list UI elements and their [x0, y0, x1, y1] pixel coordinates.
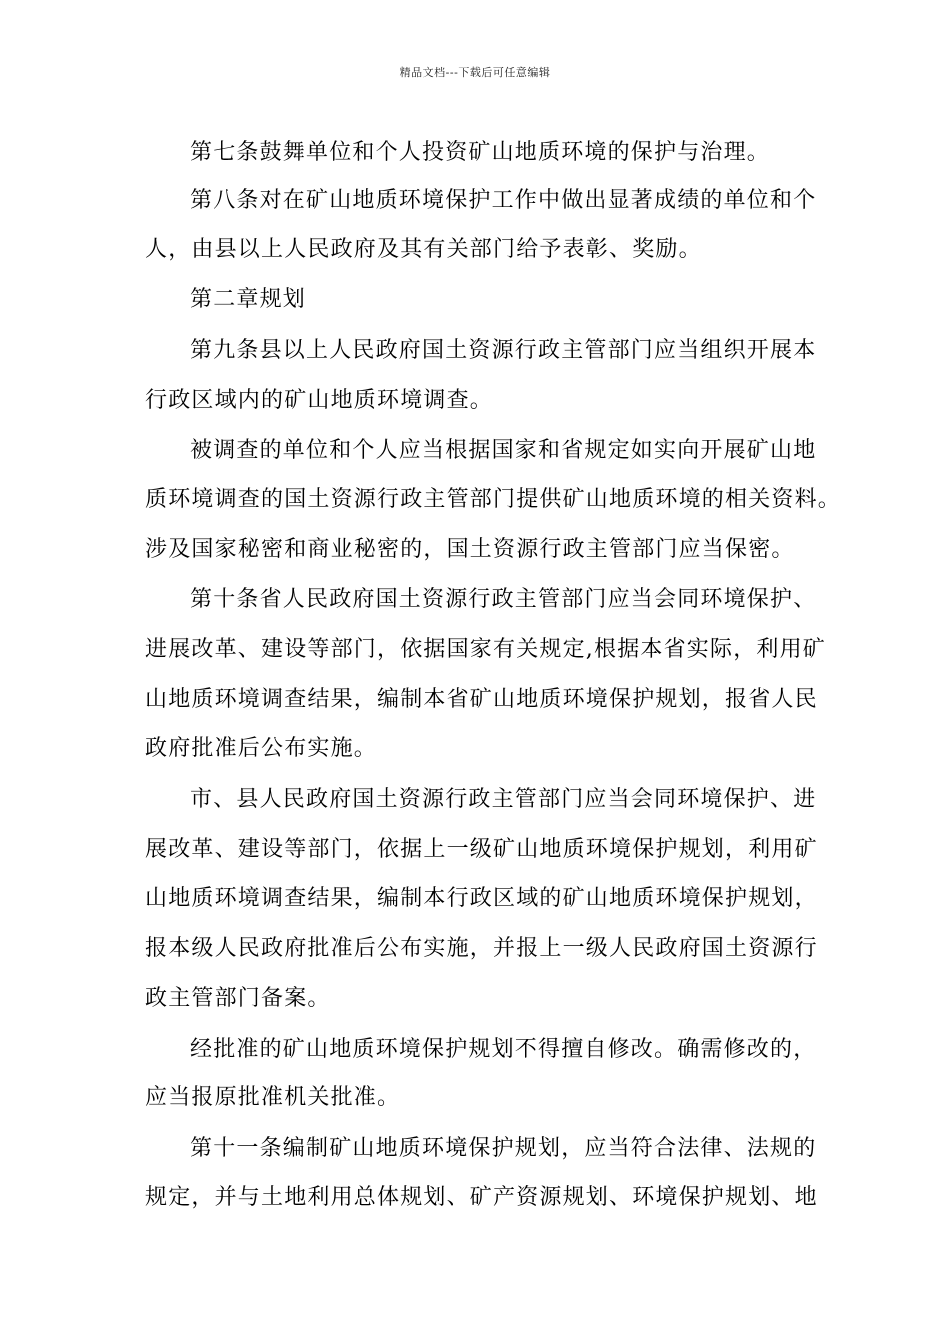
paragraph-line: 第十条省人民政府国土资源行政主管部门应当会同环境保护、: [190, 587, 817, 612]
paragraph-line: 被调查的单位和个人应当根据国家和省规定如实向开展矿山地: [190, 438, 817, 463]
paragraph-line: 山地质环境调查结果，编制本行政区域的矿山地质环境保护规划，: [145, 886, 818, 911]
paragraph-line: 市、县人民政府国土资源行政主管部门应当会同环境保护、进: [190, 787, 817, 812]
paragraph-line: 第九条县以上人民政府国土资源行政主管部门应当组织开展本: [190, 338, 817, 363]
paragraph-line: 经批准的矿山地质环境保护规划不得擅自修改。确需修改的，: [190, 1037, 817, 1062]
paragraph-line: 展改革、建设等部门，依据上一级矿山地质环境保护规划，利用矿: [145, 837, 818, 862]
paragraph-line: 第七条鼓舞单位和个人投资矿山地质环境的保护与治理。: [190, 140, 771, 165]
paragraph-line: 报本级人民政府批准后公布实施，并报上一级人民政府国土资源行: [145, 936, 818, 961]
paragraph-line: 规定，并与土地利用总体规划、矿产资源规划、环境保护规划、地: [145, 1185, 818, 1210]
paragraph-line: 人，由县以上人民政府及其有关部门给予表彰、奖励。: [145, 237, 702, 262]
paragraph-line: 行政区域内的矿山地质环境调查。: [145, 388, 494, 413]
paragraph-line: 山地质环境调查结果，编制本省矿山地质环境保护规划，报省人民: [145, 687, 818, 712]
paragraph-line: 涉及国家秘密和商业秘密的，国土资源行政主管部门应当保密。: [145, 537, 795, 562]
paragraph-line: 第八条对在矿山地质环境保护工作中做出显著成绩的单位和个: [190, 188, 817, 213]
paragraph-line: 政主管部门备案。: [145, 986, 331, 1011]
page-header: 精品文档---下载后可任意编辑: [399, 66, 551, 79]
paragraph-line: 第十一条编制矿山地质环境保护规划，应当符合法律、法规的: [190, 1136, 817, 1161]
paragraph-line: 应当报原批准机关批准。: [145, 1085, 401, 1110]
chapter-heading: 第二章规划: [190, 287, 307, 312]
paragraph-line: 进展改革、建设等部门，依据国家有关规定,根据本省实际，利用矿: [145, 637, 826, 662]
paragraph-line: 质环境调查的国土资源行政主管部门提供矿山地质环境的相关资料。: [145, 487, 842, 512]
paragraph-line: 政府批准后公布实施。: [145, 736, 378, 761]
